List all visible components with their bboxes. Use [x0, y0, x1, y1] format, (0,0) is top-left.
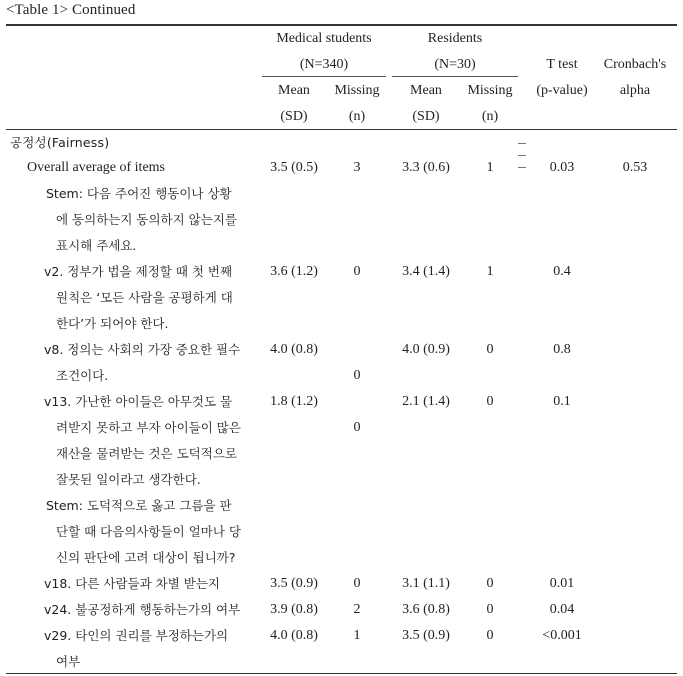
item-v2-res-missing: 1	[486, 264, 494, 279]
overall-res-missing: 1	[486, 160, 494, 175]
item-v18-label: v18. 다른 사람들과 차별 받는지	[44, 576, 220, 591]
overall-label: Overall average of items	[27, 160, 165, 175]
item-v13-pvalue: 0.1	[553, 394, 571, 409]
item-v8-ms-mean: 4.0 (0.8)	[270, 342, 318, 357]
item-v13-res-mean: 2.1 (1.4)	[402, 394, 450, 409]
header-res-missing-n: (n)	[481, 109, 499, 124]
item-v13-ms-mean: 1.8 (1.2)	[270, 394, 318, 409]
item-v2-ms-missing: 0	[353, 264, 361, 279]
bottom-rule	[6, 673, 677, 674]
item-v13-label: 려받지 못하고 부자 아이들이 많은	[56, 420, 241, 435]
header-medical-students-n: (N=340)	[299, 57, 349, 72]
item-v29-res-missing: 0	[486, 628, 494, 643]
section-title: 공정성(Fairness)	[10, 135, 110, 150]
header-medical-students-rule	[262, 76, 386, 77]
dash-mark	[518, 143, 526, 144]
header-residents-n: (N=30)	[434, 57, 476, 72]
item-v29-res-mean: 3.5 (0.9)	[402, 628, 450, 643]
header-res-sd: (SD)	[412, 109, 440, 124]
item-v24-ms-mean: 3.9 (0.8)	[270, 602, 318, 617]
item-v2-pvalue: 0.4	[553, 264, 571, 279]
stem2-line: 단할 때 다음의사항들이 얼마나 당	[56, 524, 241, 539]
overall-ms-missing: 3	[353, 160, 361, 175]
stem2-line: Stem: 도덕적으로 옳고 그름을 판	[46, 498, 232, 513]
header-ms-sd: (SD)	[280, 109, 308, 124]
header-residents-rule	[392, 76, 518, 77]
item-v13-label: 재산을 물려받는 것은 도덕적으로	[56, 446, 237, 461]
header-res-missing: Missing	[467, 83, 513, 98]
table-caption: <Table 1> Continued	[6, 2, 136, 18]
item-v13-label: 잘못된 일이라고 생각한다.	[56, 472, 201, 487]
header-ttest: T test	[546, 57, 578, 72]
overall-pvalue: 0.03	[549, 160, 575, 175]
item-v2-label: v2. 정부가 법을 제정할 때 첫 번째	[44, 264, 233, 279]
item-v2-ms-mean: 3.6 (1.2)	[270, 264, 318, 279]
header-medical-students: Medical students	[276, 31, 372, 46]
header-ms-missing: Missing	[334, 83, 380, 98]
header-pvalue: (p-value)	[536, 83, 588, 98]
stem1-line: 표시해 주세요.	[56, 238, 137, 253]
item-v8-res-mean: 4.0 (0.9)	[402, 342, 450, 357]
item-v18-res-mean: 3.1 (1.1)	[402, 576, 450, 591]
item-v29-label: v29. 타인의 권리를 부정하는가의	[44, 628, 229, 643]
item-v2-label: 원칙은 ‘모든 사람을 공평하게 대	[56, 290, 233, 305]
item-v18-pvalue: 0.01	[549, 576, 575, 591]
item-v13-label: v13. 가난한 아이들은 아무것도 물	[44, 394, 233, 409]
stem1-line: 에 동의하는지 동의하지 않는지를	[56, 212, 237, 227]
item-v24-res-mean: 3.6 (0.8)	[402, 602, 450, 617]
item-v29-pvalue: <0.001	[542, 628, 582, 643]
overall-res-mean: 3.3 (0.6)	[402, 160, 450, 175]
header-cronbach: Cronbach's	[603, 57, 667, 72]
item-v24-res-missing: 0	[486, 602, 494, 617]
header-ms-mean: Mean	[278, 83, 310, 98]
item-v8-label: v8. 정의는 사회의 가장 중요한 필수	[44, 342, 241, 357]
item-v29-label: 여부	[56, 654, 81, 669]
header-ms-missing-n: (n)	[348, 109, 366, 124]
item-v24-label: v24. 불공정하게 행동하는가의 여부	[44, 602, 241, 617]
item-v2-label: 한다’가 되어야 한다.	[56, 316, 169, 331]
item-v24-ms-missing: 2	[353, 602, 361, 617]
header-alpha: alpha	[619, 83, 651, 98]
item-v13-ms-missing: 0	[353, 420, 361, 435]
item-v2-res-mean: 3.4 (1.4)	[402, 264, 450, 279]
item-v18-ms-missing: 0	[353, 576, 361, 591]
item-v18-ms-mean: 3.5 (0.9)	[270, 576, 318, 591]
item-v13-res-missing: 0	[486, 394, 494, 409]
item-v8-res-missing: 0	[486, 342, 494, 357]
header-residents: Residents	[427, 31, 483, 46]
item-v18-res-missing: 0	[486, 576, 494, 591]
overall-ms-mean: 3.5 (0.5)	[270, 160, 318, 175]
item-v8-label: 조건이다.	[56, 368, 109, 383]
header-res-mean: Mean	[410, 83, 442, 98]
item-v24-pvalue: 0.04	[549, 602, 575, 617]
item-v8-ms-missing: 0	[353, 368, 361, 383]
item-v8-pvalue: 0.8	[553, 342, 571, 357]
stem2-line: 신의 판단에 고려 대상이 됩니까?	[56, 550, 236, 565]
item-v29-ms-missing: 1	[353, 628, 361, 643]
overall-alpha: 0.53	[622, 160, 648, 175]
stem1-line: Stem: 다음 주어진 행동이나 상황	[46, 186, 232, 201]
item-v29-ms-mean: 4.0 (0.8)	[270, 628, 318, 643]
